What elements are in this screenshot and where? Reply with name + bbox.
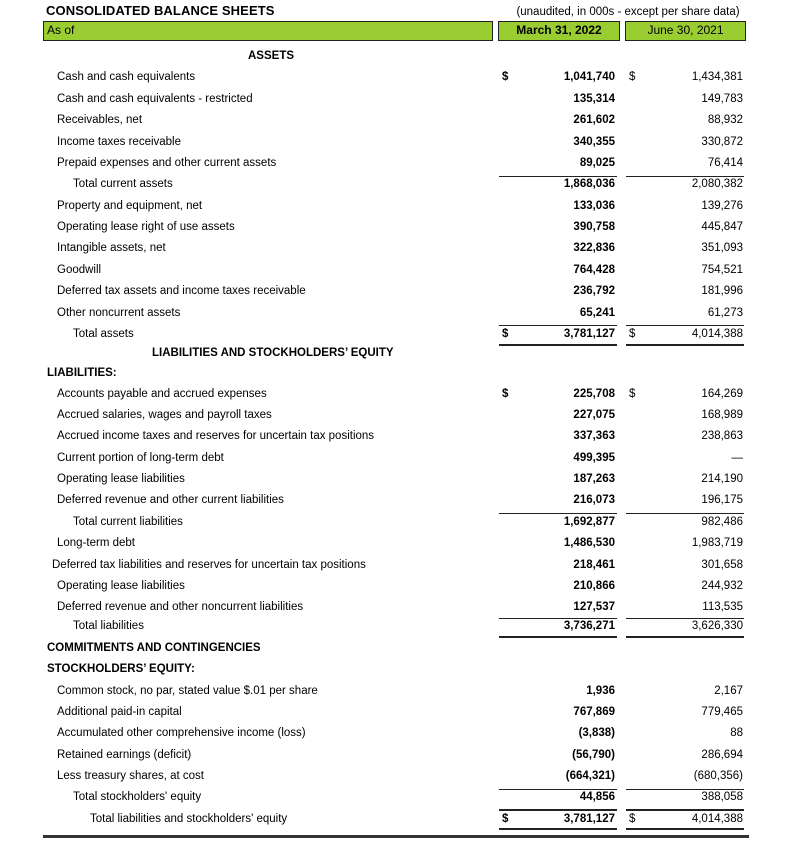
as-of-header xyxy=(43,21,493,41)
subtotal-rule xyxy=(499,513,617,514)
value-jun-2021: 388,058 xyxy=(701,791,743,803)
table-row xyxy=(0,494,793,512)
value-mar-2022: 133,036 xyxy=(573,200,615,212)
table-row xyxy=(0,706,793,724)
row-label: Income taxes receivable xyxy=(57,136,182,148)
subtotal-rule xyxy=(626,325,744,326)
value-mar-2022: 225,708 xyxy=(573,388,615,400)
column-header-mar-2022 xyxy=(498,21,620,41)
value-jun-2021: — xyxy=(731,452,743,464)
table-row xyxy=(0,285,793,303)
row-label: Retained earnings (deficit) xyxy=(57,749,192,761)
row-label: Accrued income taxes and reserves for uncertain tax positions xyxy=(57,430,375,442)
subtotal-rule xyxy=(499,325,617,326)
currency-symbol: $ xyxy=(502,71,509,83)
column-header-label: June 30, 2021 xyxy=(647,23,724,37)
value-jun-2021: 88,932 xyxy=(707,114,743,126)
value-jun-2021: 149,783 xyxy=(701,93,743,105)
row-label: Receivables, net xyxy=(57,114,143,126)
value-jun-2021: 1,983,719 xyxy=(691,537,743,549)
row-label: Additional paid-in capital xyxy=(57,706,182,718)
value-jun-2021: 181,996 xyxy=(701,285,743,297)
table-row xyxy=(0,221,793,239)
row-label: Cash and cash equivalents - restricted xyxy=(57,93,253,105)
table-row xyxy=(0,136,793,154)
subtotal-rule xyxy=(499,809,617,811)
column-header-jun-2021 xyxy=(625,21,746,41)
table-row xyxy=(0,242,793,260)
table-row xyxy=(0,580,793,598)
value-mar-2022: 210,866 xyxy=(573,580,615,592)
table-row xyxy=(0,307,793,325)
value-jun-2021: 168,989 xyxy=(701,409,743,421)
value-mar-2022: 1,486,530 xyxy=(563,537,615,549)
row-label: Total liabilities xyxy=(73,620,144,632)
row-label: Deferred revenue and other current liabilities xyxy=(57,494,284,506)
row-label: Accrued salaries, wages and payroll taxes xyxy=(57,409,272,421)
value-mar-2022: (56,790) xyxy=(572,749,615,761)
row-label: Total stockholders' equity xyxy=(73,791,202,803)
table-row xyxy=(0,749,793,767)
value-mar-2022: 236,792 xyxy=(573,285,615,297)
table-row xyxy=(0,264,793,282)
value-mar-2022: (3,838) xyxy=(578,727,615,739)
value-jun-2021: 61,273 xyxy=(707,307,743,319)
section-assets: ASSETS xyxy=(248,50,295,62)
subtotal-rule xyxy=(499,789,617,790)
value-jun-2021: 88 xyxy=(730,727,743,739)
row-label: Operating lease liabilities xyxy=(57,580,185,592)
row-label: Accounts payable and accrued expenses xyxy=(57,388,267,400)
row-label: Deferred tax assets and income taxes receivable xyxy=(57,285,306,297)
subtotal-rule xyxy=(626,513,744,514)
value-mar-2022: 767,869 xyxy=(573,706,615,718)
value-mar-2022: 216,073 xyxy=(573,494,615,506)
value-jun-2021: 244,932 xyxy=(701,580,743,592)
row-label: Cash and cash equivalents xyxy=(57,71,196,83)
value-mar-2022: 1,692,877 xyxy=(563,516,615,528)
value-jun-2021: 3,626,330 xyxy=(691,620,743,632)
section-liabilities-equity: LIABILITIES AND STOCKHOLDERS’ EQUITY xyxy=(152,347,394,359)
table-row xyxy=(0,93,793,111)
row-label: Current portion of long-term debt xyxy=(57,452,224,464)
total-rule xyxy=(626,344,744,346)
value-jun-2021: 1,434,381 xyxy=(691,71,743,83)
value-jun-2021: 76,414 xyxy=(707,157,743,169)
value-mar-2022: 44,856 xyxy=(579,791,615,803)
table-row xyxy=(0,71,793,89)
value-jun-2021: 301,658 xyxy=(701,559,743,571)
row-label: Long-term debt xyxy=(57,537,135,549)
row-label: Operating lease liabilities xyxy=(57,473,185,485)
subtotal-rule xyxy=(499,618,617,619)
subtotal-rule xyxy=(626,789,744,790)
value-jun-2021: 286,694 xyxy=(701,749,743,761)
value-jun-2021: 351,093 xyxy=(701,242,743,254)
value-mar-2022: 89,025 xyxy=(579,157,615,169)
value-jun-2021: 2,080,382 xyxy=(691,178,743,190)
row-label: Total liabilities and stockholders' equity xyxy=(90,813,288,825)
value-mar-2022: 1,936 xyxy=(586,685,615,697)
value-mar-2022: 1,868,036 xyxy=(563,178,615,190)
row-label: Total assets xyxy=(73,328,134,340)
value-jun-2021: 779,465 xyxy=(701,706,743,718)
value-jun-2021: 4,014,388 xyxy=(691,328,743,340)
table-row xyxy=(0,157,793,175)
total-rule xyxy=(499,828,617,830)
value-mar-2022: 390,758 xyxy=(573,221,615,233)
table-row xyxy=(0,388,793,406)
row-label: Common stock, no par, stated value $.01 per share xyxy=(57,685,318,697)
row-label: Prepaid expenses and other current assets xyxy=(57,157,277,169)
value-mar-2022: 764,428 xyxy=(573,264,615,276)
value-mar-2022: 218,461 xyxy=(573,559,615,571)
total-rule xyxy=(499,344,617,346)
value-mar-2022: 3,736,271 xyxy=(563,620,615,632)
currency-symbol: $ xyxy=(629,71,636,83)
currency-symbol: $ xyxy=(629,328,636,340)
value-jun-2021: 445,847 xyxy=(701,221,743,233)
table-row xyxy=(0,537,793,555)
column-header-label: March 31, 2022 xyxy=(516,23,602,37)
table-row xyxy=(0,409,793,427)
value-mar-2022: 65,241 xyxy=(579,307,615,319)
total-rule xyxy=(626,636,744,638)
section-equity: STOCKHOLDERS’ EQUITY: xyxy=(47,663,195,675)
row-label: Less treasury shares, at cost xyxy=(57,770,205,782)
table-row xyxy=(0,516,793,534)
row-label: Deferred tax liabilities and reserves for uncertain tax positions xyxy=(52,559,366,571)
value-mar-2022: 135,314 xyxy=(573,93,615,105)
value-jun-2021: 754,521 xyxy=(701,264,743,276)
value-mar-2022: (664,321) xyxy=(565,770,615,782)
value-jun-2021: 2,167 xyxy=(714,685,743,697)
statement-title: CONSOLIDATED BALANCE SHEETS xyxy=(46,3,275,18)
value-jun-2021: 164,269 xyxy=(701,388,743,400)
table-row xyxy=(0,559,793,577)
currency-symbol: $ xyxy=(629,813,636,825)
total-rule xyxy=(499,636,617,638)
row-label: Goodwill xyxy=(57,264,102,276)
value-mar-2022: 3,781,127 xyxy=(563,328,615,340)
currency-symbol: $ xyxy=(629,388,636,400)
value-jun-2021: 139,276 xyxy=(701,200,743,212)
section-commitments: COMMITMENTS AND CONTINGENCIES xyxy=(47,642,261,654)
table-row xyxy=(0,430,793,448)
table-row xyxy=(0,601,793,619)
value-jun-2021: 214,190 xyxy=(701,473,743,485)
section-liabilities: LIABILITIES: xyxy=(47,367,117,379)
currency-symbol: $ xyxy=(502,388,509,400)
row-label: Accumulated other comprehensive income (loss) xyxy=(57,727,306,739)
row-label: Property and equipment, net xyxy=(57,200,203,212)
value-mar-2022: 187,263 xyxy=(573,473,615,485)
value-jun-2021: (680,356) xyxy=(693,770,743,782)
value-jun-2021: 982,486 xyxy=(701,516,743,528)
value-mar-2022: 227,075 xyxy=(573,409,615,421)
subtotal-rule xyxy=(499,176,617,177)
row-label: Operating lease right of use assets xyxy=(57,221,235,233)
bottom-rule xyxy=(43,835,749,838)
value-mar-2022: 322,836 xyxy=(573,242,615,254)
table-row xyxy=(0,727,793,745)
currency-symbol: $ xyxy=(502,328,509,340)
table-row xyxy=(0,200,793,218)
value-mar-2022: 127,537 xyxy=(573,601,615,613)
value-jun-2021: 4,014,388 xyxy=(691,813,743,825)
value-mar-2022: 1,041,740 xyxy=(563,71,615,83)
value-mar-2022: 340,355 xyxy=(573,136,615,148)
row-label: Intangible assets, net xyxy=(57,242,166,254)
table-row xyxy=(0,685,793,703)
row-label: Other noncurrent assets xyxy=(57,307,181,319)
units-note: (unaudited, in 000s - except per share data) xyxy=(516,6,740,18)
currency-symbol: $ xyxy=(502,813,509,825)
table-row xyxy=(0,770,793,788)
table-row xyxy=(0,114,793,132)
subtotal-rule xyxy=(626,618,744,619)
row-label: Total current liabilities xyxy=(73,516,183,528)
value-jun-2021: 196,175 xyxy=(701,494,743,506)
table-row xyxy=(0,178,793,196)
subtotal-rule xyxy=(626,176,744,177)
value-mar-2022: 337,363 xyxy=(573,430,615,442)
row-label: Total current assets xyxy=(73,178,173,190)
value-jun-2021: 113,535 xyxy=(702,601,743,613)
table-row xyxy=(0,473,793,491)
table-row xyxy=(0,452,793,470)
value-mar-2022: 3,781,127 xyxy=(563,813,615,825)
table-row xyxy=(0,791,793,809)
value-mar-2022: 499,395 xyxy=(573,452,615,464)
as-of-label: As of xyxy=(47,23,75,37)
value-jun-2021: 238,863 xyxy=(701,430,743,442)
subtotal-rule xyxy=(626,809,744,811)
total-rule xyxy=(626,828,744,830)
row-label: Deferred revenue and other noncurrent liabilities xyxy=(57,601,304,613)
value-mar-2022: 261,602 xyxy=(573,114,615,126)
value-jun-2021: 330,872 xyxy=(701,136,743,148)
